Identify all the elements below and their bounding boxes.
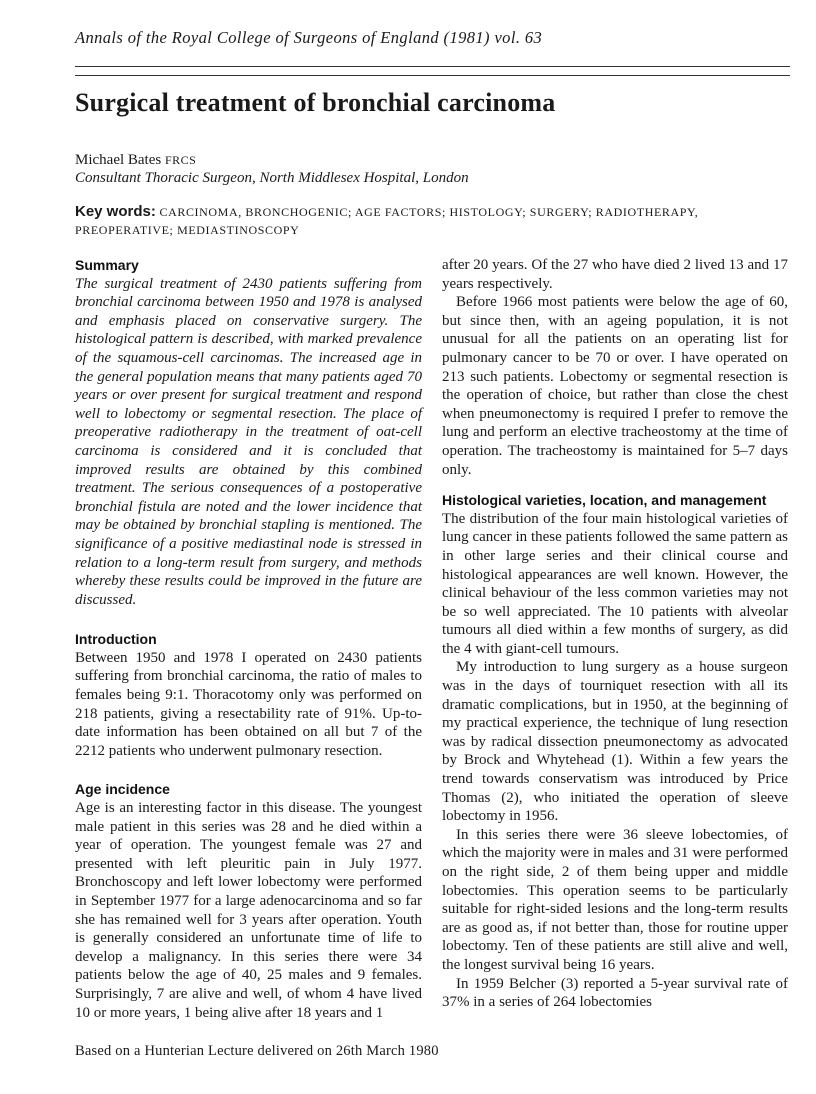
lecture-footnote: Based on a Hunterian Lecture delivered on 26th March 1980: [75, 1043, 439, 1059]
body-paragraph: after 20 years. Of the 27 who have died 2 lived 13 and 17 years respectively.: [442, 257, 788, 292]
keywords: [75, 203, 790, 239]
body-paragraph: In 1959 Belcher (3) reported a 5-year survival rate of 37% in a series of 264 lobectomies: [442, 975, 788, 1011]
introduction-text: Between 1950 and 1978 I operated on 2430 patients suffering from bronchial carcinoma, the ratio of males to females being 9:1. Thoracotomy only was performed on 218 patients, giving a resectability rate of 91%. Up-to-date information has been obtained on all but 7 of the 2212 patients who underwent pulmonary resection.: [75, 649, 422, 759]
histological-varieties-heading: Histological varieties, location, and management: [442, 492, 767, 509]
body-paragraph: The distribution of the four main histological varieties of lung cancer in these patients followed the same pattern as in other large series and their clinical course and histological appearances are well known. However, the clinical behaviour of the less common varieties may not be so well appreciated. The 10 patients with alveolar tumours all died within a few months of surgery, as did the 4 with giant-cell tumours.: [442, 510, 788, 657]
author-name: Michael Bates: [75, 152, 162, 168]
summary-text: The surgical treatment of 2430 patients suffering from bronchial carcinoma between 1950 and 1978 is analysed and emphasis placed on conservative surgery. The histological pattern is described, with marked prevalence of the squamous-cell carcinomas. The increased age in the general population means that many patients aged 70 years or over present for surgical treatment and respond well to lobectomy or segmental resection. The place of preoperative radiotherapy in the treatment of oat-cell carcinoma is considered and it is concluded that improved results are obtained by this combined treatment. The serious consequences of a postoperative bronchial fistula are noted and the lower incidence that may be obtained by bronchial stapling is mentioned. The significance of a positive mediastinal node is stressed in relation to a long-term result from surgery, and methods whereby these results could be improved in the future are discussed.: [75, 275, 422, 608]
author-line: [75, 152, 196, 169]
age-incidence-heading: Age incidence: [75, 781, 170, 798]
age-incidence-text: Age is an interesting factor in this disease. The youngest male patient in this series was 28 and he died within a year of operation. The youngest female was 27 and presented with left pleuritic pain in July 1977. Bronchoscopy and left lower lobectomy were performed in September 1977 for a large adenocarcinoma and so far she has remained well for 3 years after operation. Youth is generally considered an unfortunate time of life to develop a malignancy. In this series there were 34 patients below the age of 40, 25 males and 9 females. Surprisingly, 7 are alive and well, of whom 4 have lived 10 or more years, 1 being alive after 18 years and 1: [75, 800, 422, 1021]
running-head: Annals of the Royal College of Surgeons of England (1981) vol. 63: [75, 28, 543, 47]
author-qualifications: FRCS: [164, 153, 197, 167]
summary-heading: Summary: [75, 257, 139, 273]
article-title: Surgical treatment of bronchial carcinoma: [75, 88, 556, 117]
keywords-label: Key words:: [75, 203, 156, 220]
introduction-heading: Introduction: [75, 631, 157, 648]
author-affiliation: Consultant Thoracic Surgeon, North Middlesex Hospital, London: [75, 170, 469, 186]
body-paragraph: In this series there were 36 sleeve lobectomies, of which the majority were in males and 31 were performed on the right side, 2 of them being upper and middle lobectomies. This operation seems to be particularly suitable for right-sided lesions and the long-term results are as good as, if not better than, those for routine upper lobectomy. Ten of these patients are still alive and well, the longest survival being 16 years.: [442, 826, 788, 973]
left-column: [75, 256, 422, 1022]
body-paragraph: My introduction to lung surgery as a house surgeon was in the days of tourniquet resection with all its dramatic complications, but in 1950, at the beginning of my practical experience, the technique of lung resection was by radical dissection pneumonectomy as advocated by Brock and Whytehead (1). Within a few years the trend towards conservatism was introduced by Price Thomas (2), who initiated the operation of sleeve lobectomy in 1956.: [442, 659, 788, 825]
keywords-list: CARCINOMA, BRONCHOGENIC; AGE FACTORS; HISTOLOGY; SURGERY; RADIOTHERAPY, PREOPERATIVE; MEDIASTINOSCOPY: [75, 205, 699, 237]
right-column: [442, 256, 788, 1012]
header-rule-secondary: [75, 75, 790, 76]
body-paragraph: Before 1966 most patients were below the age of 60, but since then, with an ageing population, it is not unusual for all the patients on an operating list for pulmonary cancer to be 70 or over. I have operated on 213 such patients. Lobectomy or segmental resection is the operation of choice, but rather than close the chest when pneumonectomy is required I prefer to remove the lung and perform an elective tracheostomy at the time of operation. The tracheostomy is maintained for 5–7 days only.: [442, 294, 788, 478]
header-rule: [75, 66, 790, 67]
